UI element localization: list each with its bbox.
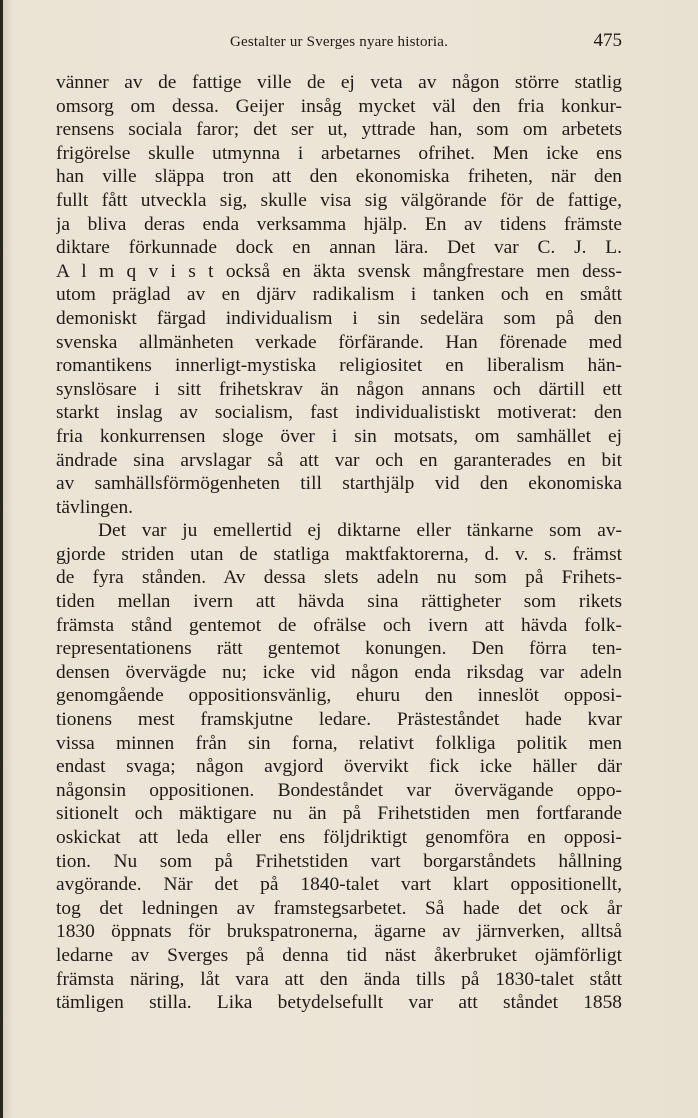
text-line: någonsin oppositionen. Bondeståndet var övervägande oppo- xyxy=(56,779,622,801)
text-line: svenska allmänheten verkade förfärande. Han förenade med xyxy=(56,331,622,353)
text-line: tionens mest framskjutne ledare. Prästeståndet hade kvar xyxy=(56,709,622,731)
text-line: starkt inslag av socialism, fast individualistiskt motiverat: den xyxy=(56,402,622,424)
text-line: han ville släppa tron att den ekonomiska friheten, när den xyxy=(56,166,622,188)
text-line: A l m q v i s t också en äkta svensk mångfrestare men dess- xyxy=(56,260,622,282)
text-line: de fyra stånden. Av dessa slets adeln nu som på Frihets- xyxy=(56,567,622,589)
text-line: genomgående oppositionsvänlig, ehuru den inneslöt opposi- xyxy=(56,685,622,707)
text-line: tämligen stilla. Lika betydelsefullt var att ståndet 1858 xyxy=(56,992,622,1014)
text-line: frigörelse skulle utmynna i arbetarnes ofrihet. Men icke ens xyxy=(56,142,622,164)
text-line: endast svaga; någon avgjord övervikt fick icke häller där xyxy=(56,756,622,778)
text-line: gjorde striden utan de statliga maktfaktorerna, d. v. s. främst xyxy=(56,543,622,565)
text-line: oskickat att leda eller ens följdriktigt genomföra en opposi- xyxy=(56,827,622,848)
text-line: rensens sociala faror; det ser ut, yttrade han, som om arbetets xyxy=(56,119,622,141)
text-line: tion. Nu som på Frihetstiden vart borgarståndets hållning xyxy=(56,850,622,872)
text-line: synslösare i sitt frihetskrav än någon annans och därtill ett xyxy=(56,378,622,400)
text-line: representationens rätt gentemot konungen. Den förra ten- xyxy=(56,638,622,660)
running-title: Gestalter ur Sverges nyare historia. xyxy=(229,34,449,50)
text-line: utom präglad av en djärv radikalism i tanken och en smått xyxy=(56,284,622,306)
text-line: densen övervägde nu; icke vid någon enda riksdag var adeln xyxy=(56,661,622,683)
text-line: ändrade sina arvslagar så att var och en garanterades en bit xyxy=(56,449,622,471)
text-line-paragraph-start: Det var ju emellertid ej diktarne eller tänkarne som av- xyxy=(98,520,622,542)
text-line: sitionelt och mäktigare nu än på Frihetstiden men fortfarande xyxy=(56,803,622,825)
text-line: tiden mellan ivern att hävda sina rättigheter som rikets xyxy=(56,591,622,613)
text-line: avgörande. När det på 1840-talet vart klart oppositionellt, xyxy=(56,874,622,896)
text-line: av samhällsförmögenheten till starthjälp vid den ekonomiska xyxy=(56,473,622,495)
text-line: diktare förkunnade dock en annan lära. Det var C. J. L. xyxy=(56,237,622,259)
page-spine-edge xyxy=(0,0,3,1118)
text-line: vänner av de fattige ville de ej veta av någon större statlig xyxy=(56,72,622,93)
text-line: omsorg om dessa. Geijer insåg mycket väl den fria konkur- xyxy=(56,95,622,117)
text-line: demoniskt färgad individualism i sin sedelära som på den xyxy=(56,307,622,329)
text-line: främsta näring, låt vara att den ända tills på 1830-talet stått xyxy=(56,968,622,990)
page-number: 475 xyxy=(593,30,622,51)
text-line: ja bliva deras enda verksamma hjälp. En av tidens främste xyxy=(56,213,622,235)
text-line: 1830 öppnats för brukspatronerna, ägarne av järnverken, alltså xyxy=(56,921,622,943)
text-line-paragraph-end: tävlingen. xyxy=(56,496,134,518)
page-header xyxy=(56,30,622,56)
text-line: tog det ledningen av framstegsarbetet. Så hade det ock år xyxy=(56,897,622,919)
text-line: vissa minnen från sin forna, relativt folkliga politik men xyxy=(56,732,622,754)
text-line: fria konkurrensen sloge över i sin motsats, om samhället ej xyxy=(56,425,622,447)
text-line: främsta stånd gentemot de ofrälse och ivern att hävda folk- xyxy=(56,614,622,636)
text-line: romantikens innerligt-mystiska religiositet en liberalism hän- xyxy=(56,355,622,377)
text-line: fullt fått utveckla sig, skulle visa sig välgörande för de fattige, xyxy=(56,189,622,211)
text-line: ledarne av Sverges på denna tid näst åkerbruket ojämförligt xyxy=(56,944,622,966)
body-text xyxy=(56,71,622,1015)
